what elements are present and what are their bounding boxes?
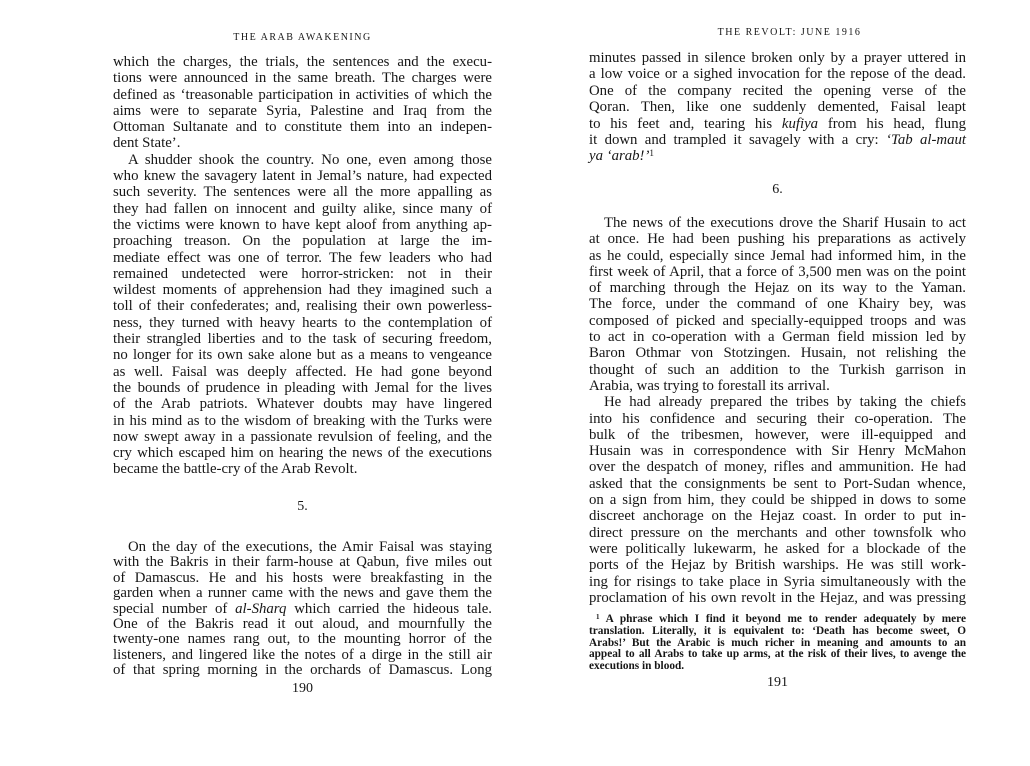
text-line: twenty-one names rang out, to the mounting horror of the <box>113 631 492 648</box>
text-line: defined as ‘treasonable participation in activities of which the <box>113 86 492 103</box>
text-line: ness, they turned with heavy hearts to the contemplation of <box>113 314 492 331</box>
text-line: in his mind as to the wisdom of breaking with the Turks were <box>113 412 492 429</box>
text-line: Qoran. Then, like one suddenly demented, Faisal leapt <box>589 99 966 116</box>
left-page <box>113 0 492 766</box>
text-line: direct pressure on the merchants and other townsfolk who <box>589 524 966 541</box>
text-line: Arabia, was trying to forestall its arrival. <box>589 377 830 394</box>
section-number: 5. <box>297 499 308 514</box>
text-line <box>589 148 966 164</box>
text-line <box>589 116 966 132</box>
text-line: as he could, especially since Jemal had informed him, in the <box>589 247 966 264</box>
footnote-reference: 1 <box>649 148 654 159</box>
text-line: composed of picked and specially-equipped troops and was <box>589 312 966 329</box>
text-line: Baron Othmar von Stotzingen. Husain, not relishing the <box>589 345 966 362</box>
text-line: Arabs!’ But the Arabic is much richer in meaning and amounts to an <box>589 636 966 649</box>
text-line: wildest moments of apprehension had they imagined such a <box>113 282 492 299</box>
text-line: into his confidence and securing their co-operation. The <box>589 410 966 427</box>
text-line: became the battle-cry of the Arab Revolt. <box>113 461 358 478</box>
text-block <box>589 215 966 606</box>
text-line: such severity. The sentences were all the more appalling as <box>113 184 492 201</box>
running-head: THE ARAB AWAKENING <box>233 32 372 43</box>
text-line <box>589 132 966 148</box>
text-line: tions were announced in the same breath. The charges were <box>113 70 492 87</box>
text-line: now swept away in a passionate revulsion of feeling, and the <box>113 428 492 445</box>
footnote <box>589 614 966 673</box>
text-segment: it down and trampled it savagely with a cry: <box>589 131 887 148</box>
text-line: to act in co-operation with a German field mission led by <box>589 329 966 346</box>
text-line: One of the Bakris read it out aloud, and mournfully the <box>113 615 492 632</box>
page-number: 190 <box>292 681 313 696</box>
text-line: of Damascus. He and his hosts were breakfasting in the <box>113 569 492 586</box>
text-line: at once. He had been pushing his preparations as actively <box>589 231 966 248</box>
text-line: their strangled liberties and to the task of securing freedom, <box>113 331 492 348</box>
text-line: a low voice or a sighed invocation for the repose of the dead. <box>589 66 966 83</box>
page-number: 191 <box>767 675 788 690</box>
text-line: proclamation of his own revolt in the Hejaz, and was pressing <box>589 589 966 606</box>
text-line: executions in blood. <box>589 660 685 673</box>
section-number: 6. <box>772 182 783 197</box>
paragraph <box>589 394 966 606</box>
text-line: over the despatch of money, rifles and ammunition. He had <box>589 459 966 476</box>
text-line: A shudder shook the country. No one, even among those <box>128 151 492 168</box>
text-line: proaching treason. On the population at large the im- <box>113 233 492 250</box>
text-line: Husain was in correspondence with Sir Henry McMahon <box>589 443 966 460</box>
italic-phrase: al-Sharq <box>235 600 287 617</box>
text-line: Ottoman Sultanate and to constitute them into an indepen- <box>113 119 492 136</box>
text-line <box>113 602 492 617</box>
text-block <box>113 540 492 679</box>
text-line: toll of their confederates; and, realising their own powerless- <box>113 298 492 315</box>
text-line: cry which escaped him on hearing the news of the executions <box>113 445 492 462</box>
italic-phrase: ‘Tab al-maut <box>886 131 966 148</box>
right-page <box>589 0 966 766</box>
text-line: One of the company recited the opening verse of the <box>589 82 966 99</box>
text-line: discreet anchorage on the Hejaz coast. In order to put in- <box>589 508 966 525</box>
text-line: of that spring morning in the orchards of Damascus. Long <box>113 662 492 679</box>
paragraph <box>113 54 492 152</box>
text-segment: which carried the hideous tale. <box>286 600 492 617</box>
paragraph <box>589 50 966 165</box>
text-line: The force, under the command of one Khairy bey, was <box>589 296 966 313</box>
text-line: aims were to separate Syria, Palestine and Iraq from the <box>113 102 492 119</box>
text-line: with the Bakris in their farm-house at Qabun, five miles out <box>113 554 492 571</box>
text-block <box>589 50 966 165</box>
text-line: were politically lukewarm, he asked for a blockade of the <box>589 540 966 557</box>
italic-phrase: ya ‘arab!’ <box>589 148 650 165</box>
text-line: no longer for its own sake alone but as a means to vengeance <box>113 347 492 364</box>
text-line: The news of the executions drove the Sharif Husain to act <box>604 215 966 231</box>
text-line: who knew the savagery latent in Jemal’s nature, had expected <box>113 168 492 185</box>
text-line: of marching through the Hejaz on its way to the Yaman. <box>589 280 966 297</box>
text-line: ing for risings to take place in Syria simultaneously with the <box>589 573 966 590</box>
text-segment: A phrase which I find it beyond me to render adequately by mere <box>599 613 966 625</box>
text-line: listeners, and lingered like the notes of a dirge in the still air <box>113 646 492 663</box>
text-segment: special number of <box>113 600 236 617</box>
text-line: thought of such an addition to the Turkish garrison in <box>589 361 966 378</box>
paragraph <box>589 215 966 394</box>
text-line: translation. Literally, it is equivalent to: ‘Death has become sweet, O <box>589 624 966 637</box>
text-line: minutes passed in silence broken only by a prayer uttered in <box>589 50 966 66</box>
text-line: garden when a runner came with the news and gave them the <box>113 585 492 602</box>
text-line: first week of April, that a force of 3,500 men was on the point <box>589 263 966 280</box>
footnote-reference: 1 <box>596 613 600 622</box>
text-line: the victims were known to have kept aloof from anything ap- <box>113 216 492 233</box>
text-line: appeal to all Arabs to take up arms, at the risk of their lives, to avenge the <box>589 648 966 661</box>
running-head: THE REVOLT: JUNE 1916 <box>717 27 862 38</box>
text-segment: from his head, flung <box>818 115 966 132</box>
text-line: mediate effect was one of terror. The few leaders who had <box>113 249 492 266</box>
text-line: which the charges, the trials, the sentences and the execu- <box>113 54 492 70</box>
italic-phrase: kufiya <box>781 115 819 132</box>
text-line: remained undetected were horror-stricken: not in their <box>113 265 492 282</box>
text-line: they had fallen on innocent and guilty alike, since many of <box>113 200 492 217</box>
text-line: as well. Faisal was deeply affected. He had gone beyond <box>113 363 492 380</box>
text-line: of the Arab patriots. Whatever doubts may have lingered <box>113 396 492 413</box>
text-line: on a sign from him, they could be shipped in dows to some <box>589 492 966 509</box>
text-line: He had already prepared the tribes by taking the chiefs <box>604 394 966 411</box>
text-line: ports of the Hejaz by British warships. He was still work- <box>589 557 966 574</box>
paragraph <box>113 540 492 679</box>
text-block <box>113 54 492 478</box>
paragraph <box>113 152 492 478</box>
text-line: asked that the consignments be sent to Port-Sudan whence, <box>589 475 966 492</box>
text-segment: to his feet and, tearing his <box>589 115 782 132</box>
text-line: On the day of the executions, the Amir Faisal was staying <box>128 539 492 555</box>
text-line: dent State’. <box>113 135 181 152</box>
text-line: bulk of the tribesmen, however, were ill-equipped and <box>589 426 966 443</box>
text-line: the bounds of prudence in pleading with Jemal for the lives <box>113 379 492 396</box>
